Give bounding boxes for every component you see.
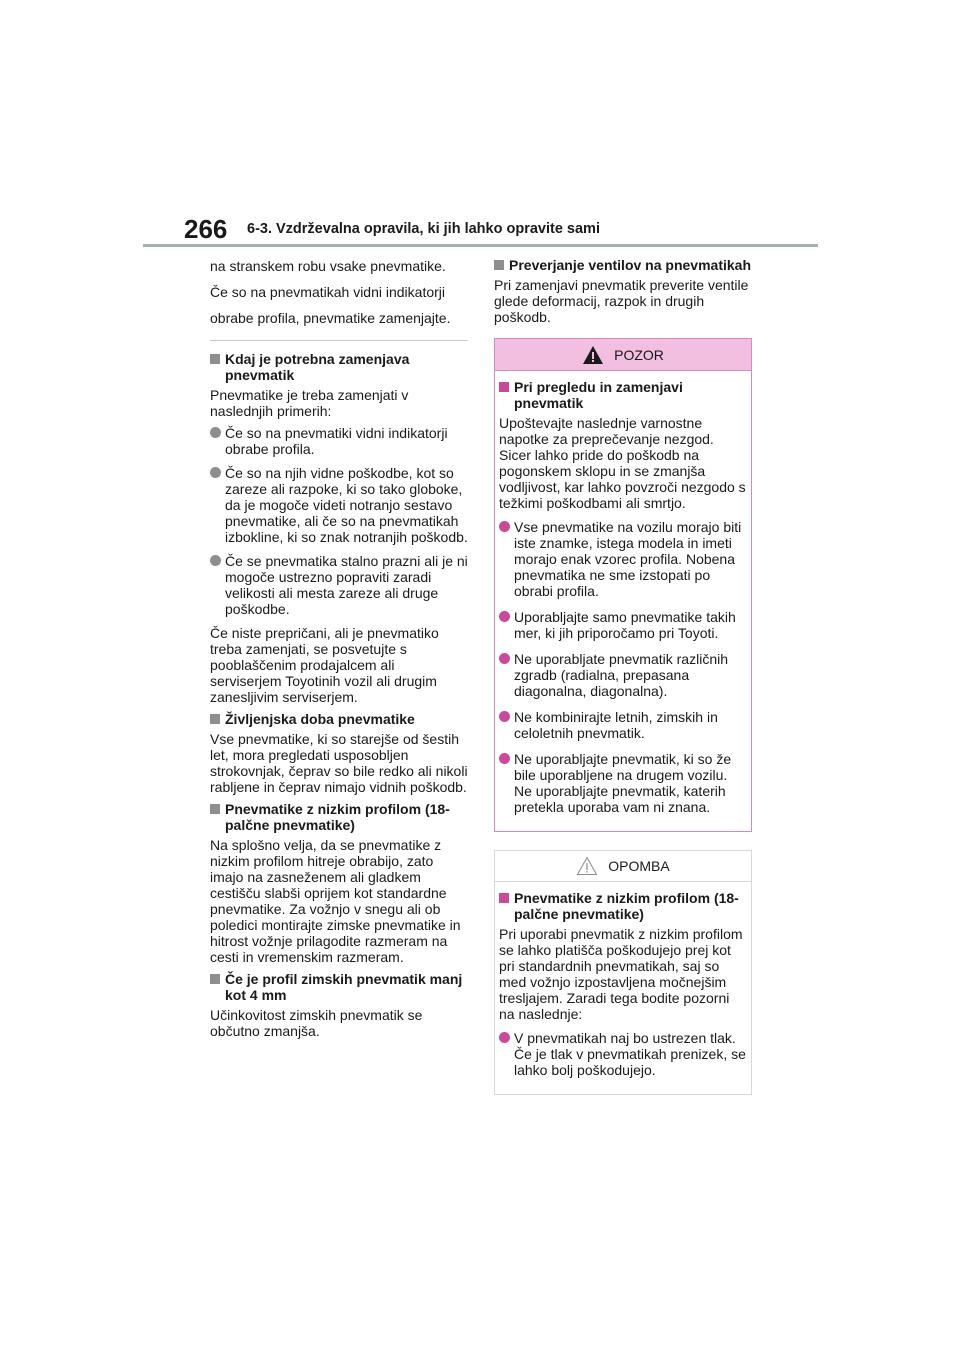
notice-box-body: [495, 882, 751, 1094]
intro-line: obrabe profila, pnevmatike zamenjajte.: [210, 310, 451, 326]
section-heading: [210, 971, 468, 1003]
list-item-text: Če so na njih vidne poškodbe, kot so zareze ali razpoke, ki so tako globoke, da je mogoče videti notranjo sestavo pnevmatike, ali če so na pnevmatikah izbokline, ki so znak notranjih poškodb.: [225, 465, 468, 545]
list-item-text: Ne kombinirajte letnih, zimskih in celoletnih pnevmatik.: [514, 709, 718, 741]
intro-line: na stranskem robu vsake pnevmatike.: [210, 258, 446, 274]
square-bullet-icon: [210, 804, 220, 814]
notice-box-title: OPOMBA: [608, 858, 670, 874]
page-number: 266: [184, 214, 228, 244]
list-item: [499, 1030, 747, 1078]
warning-box-title: POZOR: [614, 346, 664, 363]
circle-bullet-icon: [499, 753, 510, 764]
list-item: [499, 651, 747, 699]
list-item: [499, 709, 747, 741]
heading-text: Če je profil zimskih pnevmatik manj kot 4 mm: [225, 971, 463, 1003]
right-column: [494, 257, 752, 1095]
heading-text: Preverjanje ventilov na pnevmatikah: [509, 257, 751, 273]
heading-text: Kdaj je potrebna zamenjava pnevmatik: [225, 351, 410, 383]
heading-text: Pri pregledu in zamenjavi pnevmatik: [514, 379, 683, 411]
circle-bullet-icon: [499, 653, 510, 664]
list-item-text: Ne uporabljajte pnevmatik, ki so že bile uporabljene na drugem vozilu. Ne uporabljajte pnevmatik, katerih pretekla uporaba vam ni znana.: [514, 751, 732, 815]
list-item: [499, 519, 747, 599]
warning-box: [494, 338, 752, 832]
list-item-text: Vse pnevmatike na vozilu morajo biti iste znamke, istega modela in imeti morajo enak vzorec profila. Nobena pnevmatika ne sme izstopati po obrabi profila.: [514, 519, 742, 599]
paragraph: Učinkovitost zimskih pnevmatik se občutno zmanjša.: [210, 1007, 423, 1039]
section-heading: [210, 351, 468, 383]
square-bullet-icon: [494, 260, 504, 270]
section-divider: [210, 340, 468, 341]
paragraph: Upoštevajte naslednje varnostne napotke za preprečevanje nezgod. Sicer lahko pride do poškodb na pogonskem sklopu in se zmanjša vodljivost, kar lahko povzroči nezgodo s težkimi poškodbami ali smrtjo.: [499, 415, 746, 511]
paragraph: Če niste prepričani, ali je pnevmatiko treba zamenjati, se posvetujte s pooblaščenim prodajalcem ali serviserjem Toyotinih vozil ali drugim zanesljivim serviserjem.: [210, 625, 439, 705]
paragraph: Pnevmatike je treba zamenjati v naslednjih primerih:: [210, 387, 409, 419]
box-heading: [499, 379, 747, 411]
list-item-text: V pnevmatikah naj bo ustrezen tlak. Če je tlak v pnevmatikah prenizek, se lahko bolj poškodujejo.: [514, 1030, 746, 1078]
notice-box: [494, 850, 752, 1095]
list-item: [499, 609, 747, 641]
section-title: 6-3. Vzdrževalna opravila, ki jih lahko opravite sami: [247, 221, 600, 237]
list-item: [210, 465, 468, 545]
box-heading: [499, 890, 747, 922]
square-bullet-icon: [210, 974, 220, 984]
square-bullet-icon: [210, 714, 220, 724]
notice-box-header: [495, 851, 751, 882]
list-item-text: Ne uporabljate pnevmatik različnih zgradb (radialna, prepasana diagonalna, diagonalna).: [514, 651, 728, 699]
warning-triangle-icon: [582, 345, 604, 365]
circle-bullet-icon: [499, 611, 510, 622]
notice-triangle-icon: [576, 856, 598, 876]
heading-text: Pnevmatike z nizkim profilom (18-palčne pnevmatike): [514, 890, 739, 922]
paragraph: Pri zamenjavi pnevmatik preverite ventile glede deformacij, razpok in drugih poškodb.: [494, 277, 749, 325]
circle-bullet-icon: [499, 521, 510, 532]
circle-bullet-icon: [210, 555, 221, 566]
circle-bullet-icon: [499, 711, 510, 722]
circle-bullet-icon: [210, 427, 221, 438]
list-item: [210, 553, 468, 617]
list-item-text: Če so na pnevmatiki vidni indikatorji obrabe profila.: [225, 425, 448, 457]
warning-box-header: [495, 339, 751, 371]
intro-line: Če so na pnevmatikah vidni indikatorji: [210, 284, 446, 300]
square-bullet-icon: [499, 893, 509, 903]
section-heading: [494, 257, 752, 273]
left-column: [210, 257, 468, 1045]
list-item-text: Če se pnevmatika stalno prazni ali je ni mogoče ustrezno popraviti zaradi velikosti ali mesta zareze ali druge poškodbe.: [225, 553, 468, 617]
circle-bullet-icon: [499, 1032, 510, 1043]
header-rule: [143, 244, 818, 247]
paragraph: Vse pnevmatike, ki so starejše od šestih let, mora pregledati usposobljen strokovnjak, čeprav so bile redko ali nikoli rabljene in čeprav nimajo vidnih poškodb.: [210, 731, 468, 795]
paragraph: Na splošno velja, da se pnevmatike z nizkim profilom hitreje obrabijo, zato imajo na zasneženem ali gladkem cestišču slabši oprijem kot standardne pnevmatike. Za vožnjo v snegu ali ob poledici montirajte zimske pnevmatike in hitrost vožnje prilagodite razmeram na cesti in vremenskim razmeram.: [210, 837, 461, 965]
warning-box-body: [495, 371, 751, 831]
intro-text: [210, 257, 468, 327]
heading-text: Življenjska doba pnevmatike: [225, 711, 415, 727]
circle-bullet-icon: [210, 467, 221, 478]
paragraph: Pri uporabi pnevmatik z nizkim profilom se lahko platišča poškodujejo prej kot pri standardnih pnevmatikah, saj so med vožnjo izpostavljena močnejšim tresljajem. Zaradi tega bodite pozorni na naslednje:: [499, 926, 743, 1022]
list-item: [499, 751, 747, 815]
heading-text: Pnevmatike z nizkim profilom (18-palčne pnevmatike): [225, 801, 450, 833]
square-bullet-icon: [499, 382, 509, 392]
square-bullet-icon: [210, 354, 220, 364]
list-item-text: Uporabljajte samo pnevmatike takih mer, ki jih priporočamo pri Toyoti.: [514, 609, 736, 641]
section-heading: [210, 711, 468, 727]
section-heading: [210, 801, 468, 833]
list-item: [210, 425, 468, 457]
